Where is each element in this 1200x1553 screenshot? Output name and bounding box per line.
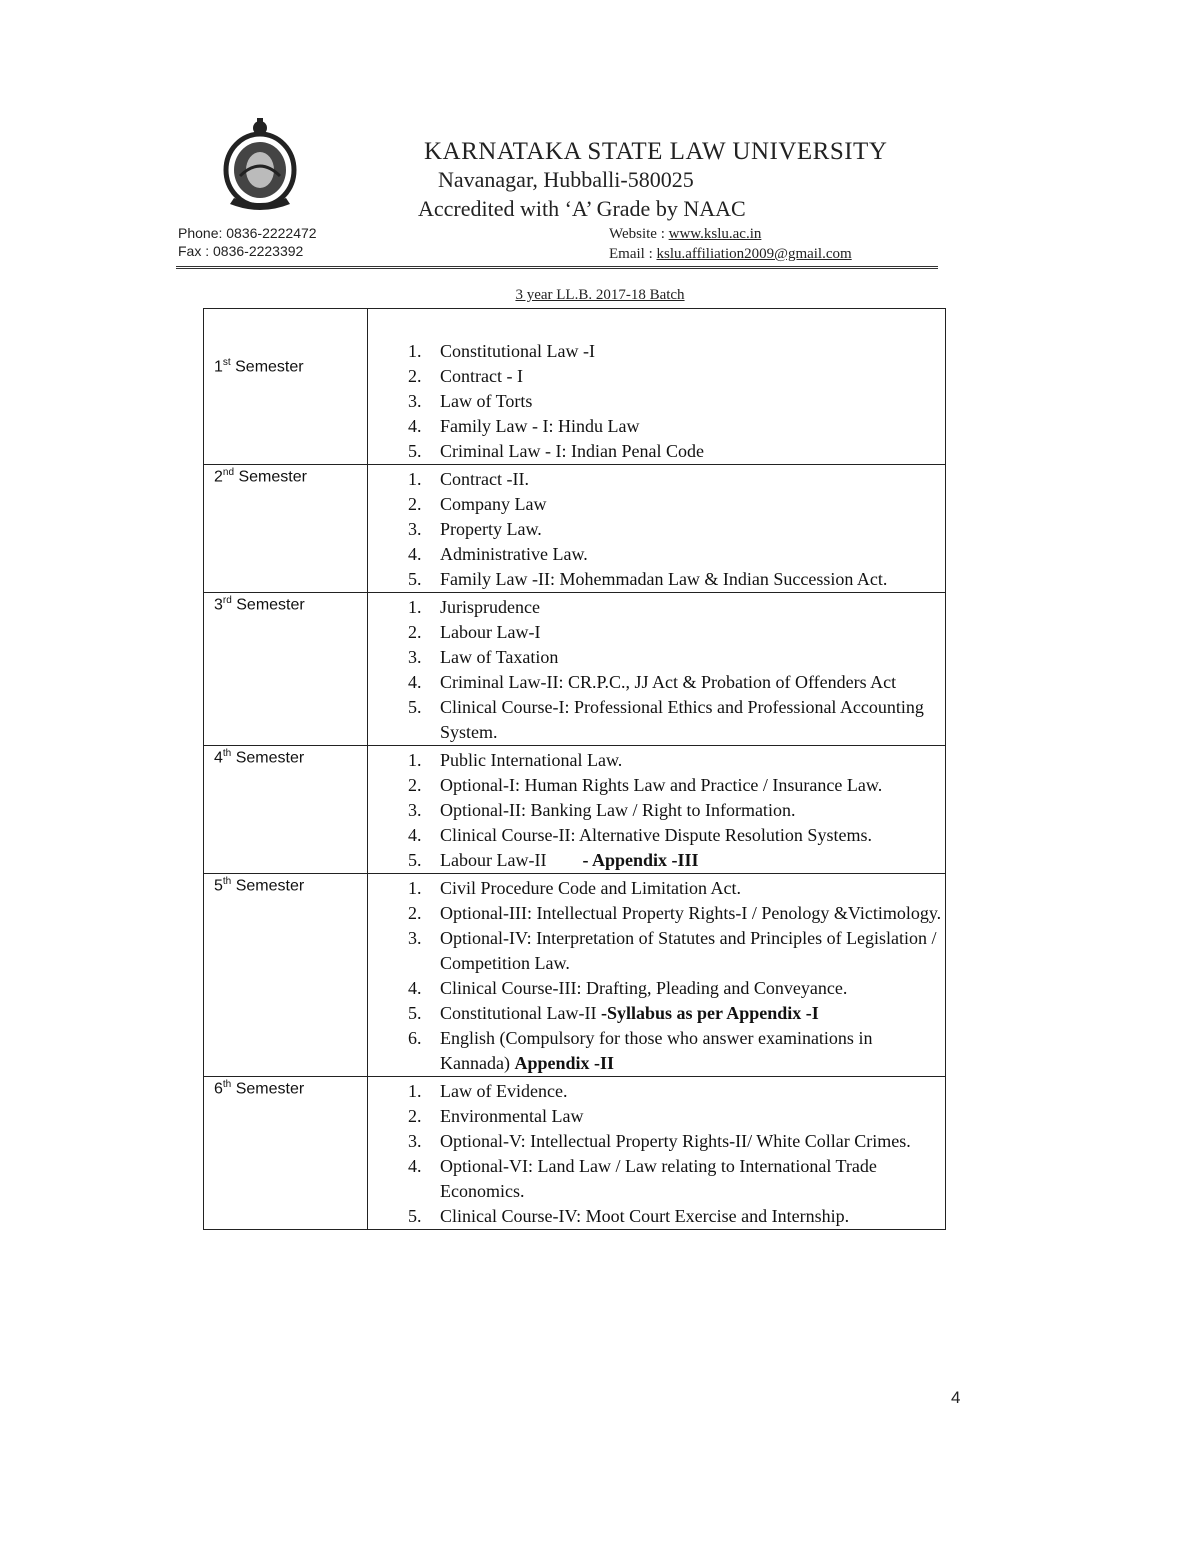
- semester-ordinal-suffix: rd: [222, 595, 232, 606]
- semester-label: [204, 1077, 368, 1230]
- subject-number: 2.: [408, 903, 422, 923]
- subject-title: Contract - I: [440, 366, 523, 386]
- semester-number: 2: [214, 468, 223, 486]
- subject-title: English (Compulsory for those who answer examinations in Kannada): [440, 1028, 873, 1073]
- university-emblem-icon: [210, 116, 310, 214]
- subject-list: [408, 876, 945, 1076]
- subject-number: 3.: [408, 1131, 422, 1151]
- subject-title: Law of Taxation: [440, 647, 559, 667]
- subject-number: 2.: [408, 622, 422, 642]
- subject-title: Labour Law-II: [440, 850, 547, 870]
- subject-number: 2.: [408, 366, 422, 386]
- subject-title: Optional-V: Intellectual Property Rights-II/ White Collar Crimes.: [440, 1131, 911, 1151]
- subject-title: Constitutional Law-II: [440, 1003, 601, 1023]
- subject-title: Optional-III: Intellectual Property Rights-I / Penology &Victimology.: [440, 903, 942, 923]
- subject-list: [408, 467, 945, 592]
- subject-item: [408, 1154, 945, 1204]
- fax-number: Fax : 0836-2223392: [178, 243, 304, 259]
- subject-title: Contract -II.: [440, 469, 529, 489]
- header-divider: [176, 266, 938, 269]
- subject-number: 4.: [408, 672, 422, 692]
- semester-ordinal-suffix: st: [222, 357, 231, 368]
- subject-appendix-note: -Syllabus as per Appendix -I: [600, 1003, 819, 1023]
- subject-list-cell: [368, 746, 946, 874]
- subject-title: Law of Torts: [440, 391, 533, 411]
- subject-list: [408, 595, 945, 745]
- semester-ordinal-suffix: th: [222, 748, 232, 759]
- subject-item: [408, 439, 945, 464]
- semester-number: 1: [214, 358, 223, 376]
- subject-title: Family Law -II: Mohemmadan Law & Indian Succession Act.: [440, 569, 888, 589]
- subject-item: [408, 748, 945, 773]
- semester-label: [204, 465, 368, 593]
- semester-label: [204, 593, 368, 746]
- subject-number: 5.: [408, 441, 422, 461]
- subject-item: [408, 1204, 945, 1229]
- website-label: Website :: [609, 226, 669, 242]
- subject-number: 2.: [408, 775, 422, 795]
- website-link[interactable]: www.kslu.ac.in: [668, 226, 762, 242]
- email-label: Email :: [609, 246, 657, 262]
- semester-number: 4: [214, 749, 223, 767]
- subject-title: Clinical Course-III: Drafting, Pleading and Conveyance.: [440, 978, 848, 998]
- subject-title: Optional-IV: Interpretation of Statutes and Principles of Legislation / Competition Law.: [440, 928, 937, 973]
- subject-item: [408, 1104, 945, 1129]
- subject-title: Public International Law.: [440, 750, 623, 770]
- subject-number: 6.: [408, 1028, 422, 1048]
- subject-number: 1.: [408, 469, 422, 489]
- subject-item: [408, 517, 945, 542]
- subject-title: Property Law.: [440, 519, 542, 539]
- subject-item: [408, 695, 945, 745]
- semester-number: 3: [214, 596, 223, 614]
- semester-label: [204, 874, 368, 1077]
- subject-number: 1.: [408, 341, 422, 361]
- subject-item: [408, 1129, 945, 1154]
- page-number: 4: [951, 1388, 961, 1407]
- semester-word: Semester: [230, 358, 304, 376]
- email-line: [609, 246, 852, 263]
- semester-row: [204, 309, 946, 465]
- subject-number: 3.: [408, 519, 422, 539]
- accreditation-line: Accredited with ‘A’ Grade by NAAC: [418, 196, 746, 221]
- subject-title: Family Law - I: Hindu Law: [440, 416, 640, 436]
- subject-number: 1.: [408, 597, 422, 617]
- subject-number: 5.: [408, 1003, 422, 1023]
- subject-title: Clinical Course-IV: Moot Court Exercise and Internship.: [440, 1206, 850, 1226]
- subject-list: [408, 1079, 945, 1229]
- semester-number: 6: [214, 1080, 223, 1098]
- subject-item: [408, 773, 945, 798]
- subject-item: [408, 389, 945, 414]
- subject-list-cell: [368, 465, 946, 593]
- university-name: KARNATAKA STATE LAW UNIVERSITY: [424, 138, 888, 165]
- subject-number: 2.: [408, 1106, 422, 1126]
- subject-list-cell: [368, 309, 946, 465]
- subject-number: 1.: [408, 1081, 422, 1101]
- subject-number: 4.: [408, 978, 422, 998]
- subject-number: 4.: [408, 825, 422, 845]
- subject-item: [408, 492, 945, 517]
- semester-row: [204, 874, 946, 1077]
- semester-word: Semester: [231, 749, 305, 767]
- subject-appendix-note: - Appendix -III: [546, 850, 699, 870]
- subject-item: [408, 1026, 945, 1076]
- subject-title: Optional-II: Banking Law / Right to Information.: [440, 800, 796, 820]
- subject-number: 2.: [408, 494, 422, 514]
- subject-title: Environmental Law: [440, 1106, 584, 1126]
- subject-item: [408, 364, 945, 389]
- semester-ordinal-suffix: th: [222, 1079, 232, 1090]
- subject-item: [408, 620, 945, 645]
- email-link[interactable]: kslu.affiliation2009@gmail.com: [656, 246, 852, 262]
- website-line: [609, 226, 761, 243]
- subject-title: Optional-VI: Land Law / Law relating to International Trade Economics.: [440, 1156, 877, 1201]
- semester-label: [204, 309, 368, 465]
- phone-number: Phone: 0836-2222472: [178, 225, 317, 241]
- subject-item: [408, 876, 945, 901]
- subject-item: [408, 645, 945, 670]
- subject-list: [408, 748, 945, 873]
- semester-row: [204, 465, 946, 593]
- subject-item: [408, 976, 945, 1001]
- subject-title: Law of Evidence.: [440, 1081, 568, 1101]
- subject-item: [408, 1001, 945, 1026]
- subject-number: 1.: [408, 750, 422, 770]
- subject-item: [408, 567, 945, 592]
- subject-number: 3.: [408, 800, 422, 820]
- semester-word: Semester: [231, 596, 305, 614]
- subject-title: Clinical Course-II: Alternative Dispute Resolution Systems.: [440, 825, 872, 845]
- subject-item: [408, 1079, 945, 1104]
- subject-list: [408, 339, 945, 464]
- subject-number: 3.: [408, 647, 422, 667]
- subject-number: 4.: [408, 1156, 422, 1176]
- subject-title: Optional-I: Human Rights Law and Practice / Insurance Law.: [440, 775, 883, 795]
- subject-number: 4.: [408, 416, 422, 436]
- subject-title: Company Law: [440, 494, 547, 514]
- subject-number: 5.: [408, 569, 422, 589]
- table-caption: 3 year LL.B. 2017-18 Batch: [515, 287, 685, 303]
- semester-row: [204, 746, 946, 874]
- semester-word: Semester: [234, 468, 307, 486]
- subject-appendix-note: Appendix -II: [514, 1053, 615, 1073]
- subject-item: [408, 339, 945, 364]
- subject-number: 5.: [408, 850, 422, 870]
- subject-list-cell: [368, 593, 946, 746]
- subject-title: Labour Law-I: [440, 622, 541, 642]
- subject-number: 5.: [408, 1206, 422, 1226]
- syllabus-table: [203, 308, 946, 1230]
- subject-item: [408, 670, 945, 695]
- subject-item: [408, 848, 945, 873]
- university-address: Navanagar, Hubballi-580025: [438, 167, 694, 192]
- semester-ordinal-suffix: nd: [222, 467, 235, 478]
- subject-number: 1.: [408, 878, 422, 898]
- subject-number: 3.: [408, 391, 422, 411]
- subject-item: [408, 823, 945, 848]
- subject-number: 4.: [408, 544, 422, 564]
- subject-title: Constitutional Law -I: [440, 341, 595, 361]
- subject-item: [408, 467, 945, 492]
- semester-row: [204, 593, 946, 746]
- subject-number: 3.: [408, 928, 422, 948]
- semester-ordinal-suffix: th: [222, 876, 232, 887]
- subject-title: Administrative Law.: [440, 544, 588, 564]
- subject-title: Jurisprudence: [440, 597, 540, 617]
- subject-title: Criminal Law - I: Indian Penal Code: [440, 441, 704, 461]
- subject-list-cell: [368, 1077, 946, 1230]
- semester-label: [204, 746, 368, 874]
- subject-title: Clinical Course-I: Professional Ethics and Professional Accounting System.: [440, 697, 924, 742]
- subject-item: [408, 798, 945, 823]
- subject-item: [408, 901, 945, 926]
- semester-word: Semester: [231, 877, 305, 895]
- subject-title: Criminal Law-II: CR.P.C., JJ Act & Probation of Offenders Act: [440, 672, 897, 692]
- subject-item: [408, 926, 945, 976]
- subject-item: [408, 414, 945, 439]
- subject-list-cell: [368, 874, 946, 1077]
- subject-title: Civil Procedure Code and Limitation Act.: [440, 878, 741, 898]
- semester-word: Semester: [231, 1080, 305, 1098]
- semester-row: [204, 1077, 946, 1230]
- semester-number: 5: [214, 877, 223, 895]
- subject-item: [408, 595, 945, 620]
- subject-item: [408, 542, 945, 567]
- subject-number: 5.: [408, 697, 422, 717]
